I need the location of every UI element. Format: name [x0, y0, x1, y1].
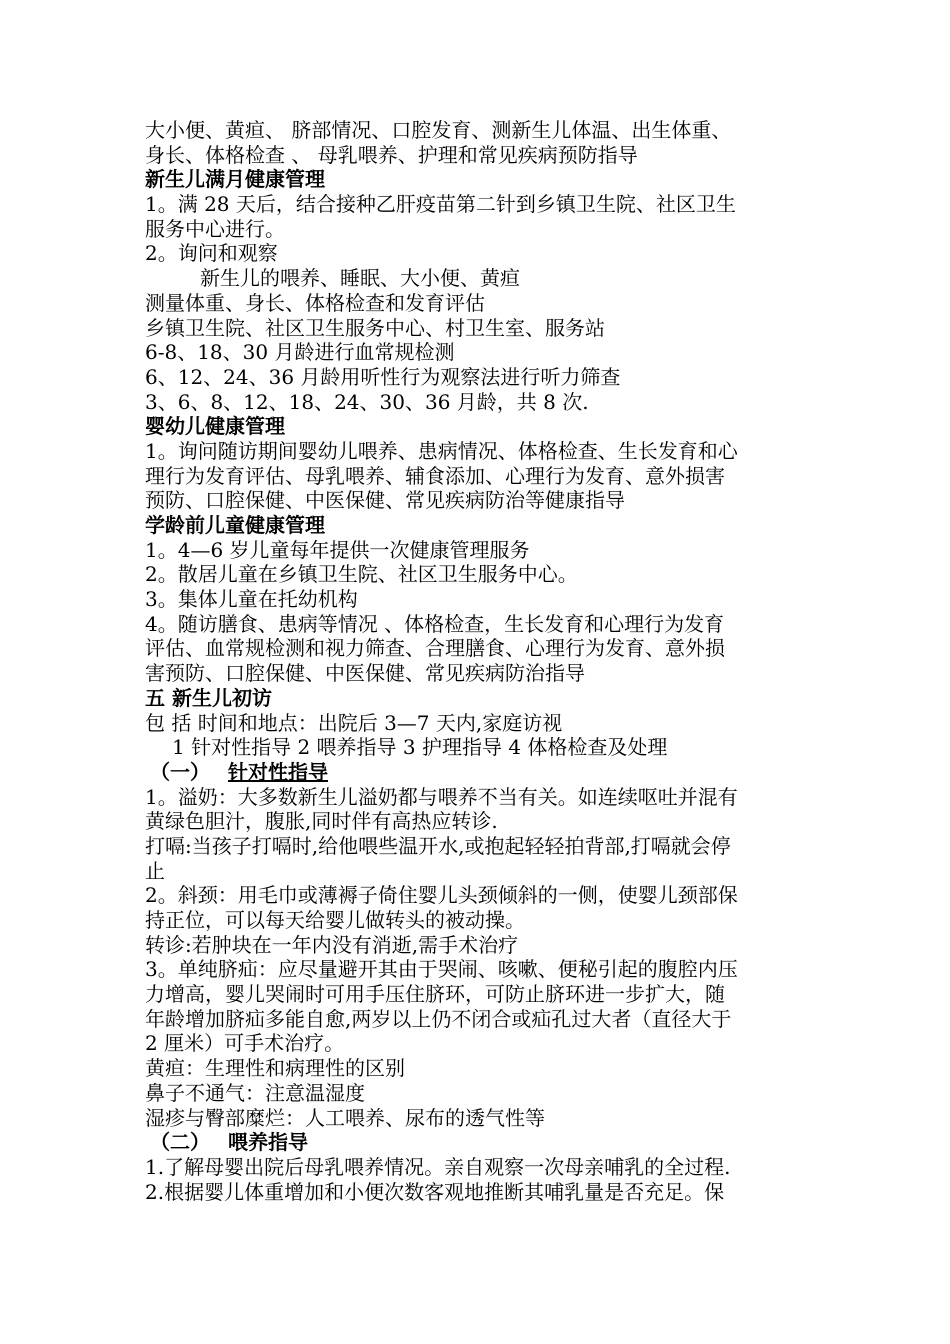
text-line: 大小便、黄疸、 脐部情况、口腔发育、测新生儿体温、出生体重、 — [145, 118, 732, 142]
text-line: 持正位，可以每天给婴儿做转头的被动操。 — [145, 908, 525, 932]
text-line: 服务中心进行。 — [145, 216, 285, 241]
section-heading: 新生儿满月健康管理 — [145, 167, 325, 192]
text-line: 1。4—6 岁儿童每年提供一次健康管理服务 — [145, 537, 530, 562]
subsection-title: 喂养指导 — [228, 1130, 308, 1155]
text-line: 评估、血常规检测和视力筛查、合理膳食、心理行为发育、意外损 — [145, 636, 725, 661]
text-line: 新生儿的喂养、睡眠、大小便、黄疸 — [200, 266, 520, 291]
section-heading: 婴幼儿健康管理 — [145, 414, 285, 439]
text-line: 年龄增加脐疝多能自愈,两岁以上仍不闭合或疝孔过大者（直径大于 — [145, 1006, 732, 1031]
text-line: 湿疹与臀部糜烂：人工喂养、尿布的透气性等 — [145, 1105, 545, 1130]
text-line: 1 针对性指导 2 喂养指导 3 护理指导 4 体格检查及处理 — [172, 735, 668, 760]
text-line: 1.了解母婴出院后母乳喂养情况。亲自观察一次母亲哺乳的全过程. — [145, 1154, 731, 1179]
text-line: 2。散居儿童在乡镇卫生院、社区卫生服务中心。 — [145, 562, 578, 587]
text-line: 理行为发育评估、母乳喂养、辅食添加、心理行为发育、意外损害 — [145, 463, 725, 488]
text-line: 2。询问和观察 — [145, 241, 278, 266]
text-line: 2.根据婴儿体重增加和小便次数客观地推断其哺乳量是否充足。保 — [145, 1179, 725, 1204]
text-line: 止 — [145, 858, 165, 883]
text-line: 黄绿色胆汁，腹胀,同时伴有高热应转诊. — [145, 809, 498, 834]
text-line: 2 厘米）可手术治疗。 — [145, 1031, 345, 1056]
text-line: 1。询问随访期间婴幼儿喂养、患病情况、体格检查、生长发育和心 — [145, 438, 738, 463]
subsection-heading — [145, 760, 810, 785]
text-line: 6、12、24、36 月龄用听性行为观察法进行听力筛查 — [145, 364, 621, 389]
text-line: 黄疸：生理性和病理性的区别 — [145, 1056, 405, 1081]
text-line: 鼻子不通气：注意温湿度 — [145, 1080, 365, 1105]
text-line: 3。单纯脐疝：应尽量避开其由于哭闹、咳嗽、便秘引起的腹腔内压 — [145, 957, 738, 982]
text-line: 2。斜颈：用毛巾或薄褥子倚住婴儿头颈倾斜的一侧，使婴儿颈部保 — [145, 883, 738, 908]
text-line: 3、6、8、12、18、24、30、36 月龄，共 8 次. — [145, 389, 589, 414]
text-line: 力增高，婴儿哭闹时可用手压住脐环，可防止脐环进一步扩大，随 — [145, 982, 725, 1007]
text-line: 害预防、口腔保健、中医保健、常见疾病防治指导 — [145, 661, 585, 686]
text-line: 转诊:若肿块在一年内没有消逝,需手术治疗 — [145, 932, 519, 957]
text-line: 6-8、18、30 月龄进行血常规检测 — [145, 340, 455, 365]
section-heading: 五 新生儿初访 — [145, 685, 272, 710]
subsection-number: （一） — [150, 759, 210, 784]
text-line: 1。满 28 天后，结合接种乙肝疫苗第二针到乡镇卫生院、社区卫生 — [145, 192, 736, 217]
text-line: 4。随访膳食、患病等情况 、体格检查，生长发育和心理行为发育 — [145, 611, 725, 636]
subsection-title: 针对性指导 — [228, 759, 328, 784]
document-page — [145, 118, 810, 1204]
text-line: 1。溢奶：大多数新生儿溢奶都与喂养不当有关。如连续呕吐并混有 — [145, 784, 738, 809]
subsection-heading — [145, 1130, 810, 1155]
text-line: 乡镇卫生院、社区卫生服务中心、村卫生室、服务站 — [145, 315, 605, 340]
subsection-number: （二） — [150, 1130, 210, 1155]
text-line: 身长、体格检查 、 母乳喂养、护理和常见疾病预防指导 — [145, 142, 638, 167]
text-line: 3。集体儿童在托幼机构 — [145, 587, 358, 612]
text-line: 打嗝:当孩子打嗝时,给他喂些温开水,或抱起轻轻拍背部,打嗝就会停 — [145, 833, 731, 858]
section-heading: 学龄前儿童健康管理 — [145, 513, 325, 537]
text-line: 测量体重、身长、体格检查和发育评估 — [145, 290, 485, 315]
text-line: 包 括 时间和地点：出院后 3—7 天内,家庭访视 — [145, 710, 563, 735]
text-line: 预防、口腔保健、中医保健、常见疾病防治等健康指导 — [145, 488, 625, 513]
